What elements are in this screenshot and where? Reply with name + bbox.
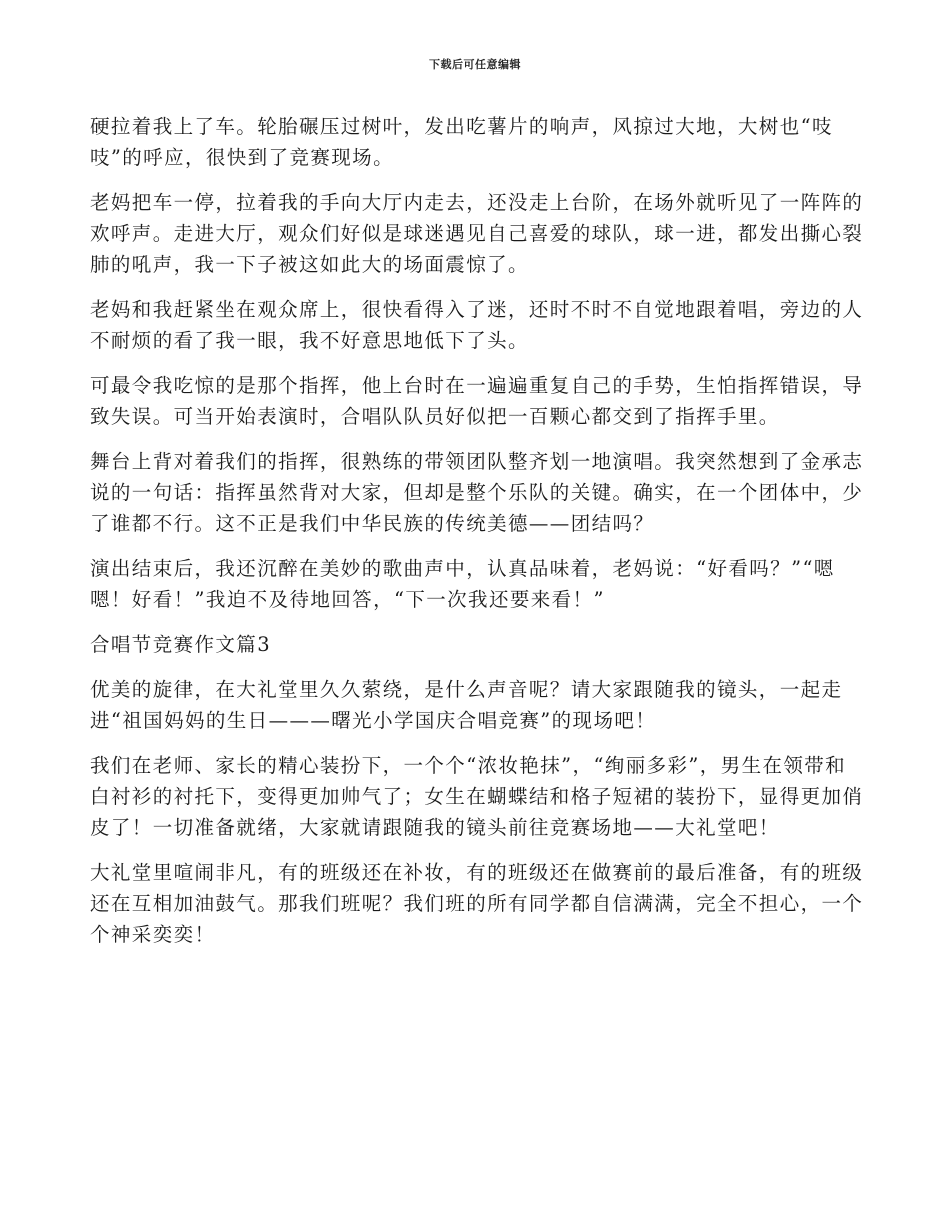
paragraph: 大礼堂里喧闹非凡，有的班级还在补妆，有的班级还在做赛前的最后准备，有的班级还在互相加油鼓气。那我们班呢？我们班的所有同学都自信满满，完全不担心，一个个神采奕奕！ xyxy=(90,861,864,946)
paragraph: 老妈把车一停，拉着我的手向大厅内走去，还没走上台阶，在场外就听见了一阵阵的欢呼声。走进大厅，观众们好似是球迷遇见自己喜爱的球队，球一进，都发出撕心裂肺的吼声，我一下子被这如此大的场面震惊了。 xyxy=(90,191,864,276)
paragraph: 优美的旋律，在大礼堂里久久萦绕，是什么声音呢？请大家跟随我的镜头，一起走进“祖国妈妈的生日———曙光小学国庆合唱竞赛”的现场吧！ xyxy=(90,678,843,732)
section-heading: 合唱节竞赛作文篇3 xyxy=(90,633,272,656)
paragraph: 演出结束后，我还沉醉在美妙的歌曲声中，认真品味着，老妈说：“好看吗？”“嗯嗯！好看！”我迫不及待地回答，“下一次我还要来看！” xyxy=(90,557,835,611)
paragraph: 我们在老师、家长的精心装扮下，一个个“浓妆艳抹”，“绚丽多彩”，男生在领带和白衬衫的衬托下，变得更加帅气了；女生在蝴蝶结和格子短裙的装扮下，显得更加俏皮了！一切准备就绪，大家就请跟随我的镜头前往竞赛场地——大礼堂吧！ xyxy=(90,754,864,839)
document-body xyxy=(90,111,865,964)
paragraph: 老妈和我赶紧坐在观众席上，很快看得入了迷，还时不时不自觉地跟着唱，旁边的人不耐烦的看了我一眼，我不好意思地低下了头。 xyxy=(90,298,864,352)
paragraph: 舞台上背对着我们的指挥，很熟练的带领团队整齐划一地演唱。我突然想到了金承志说的一句话：指挥虽然背对大家，但却是整个乐队的关键。确实，在一个团体中，少了谁都不行。这不正是我们中华民族的传统美德——团结吗？ xyxy=(90,450,864,535)
paragraph: 硬拉着我上了车。轮胎碾压过树叶，发出吃薯片的响声，风掠过大地，大树也“吱吱”的呼应，很快到了竞赛现场。 xyxy=(90,115,833,169)
paragraph: 可最令我吃惊的是那个指挥，他上台时在一遍遍重复自己的手势，生怕指挥错误，导致失误。可当开始表演时，合唱队队员好似把一百颗心都交到了指挥手里。 xyxy=(90,374,864,428)
page-header: 下载后可任意编辑 xyxy=(429,58,521,71)
